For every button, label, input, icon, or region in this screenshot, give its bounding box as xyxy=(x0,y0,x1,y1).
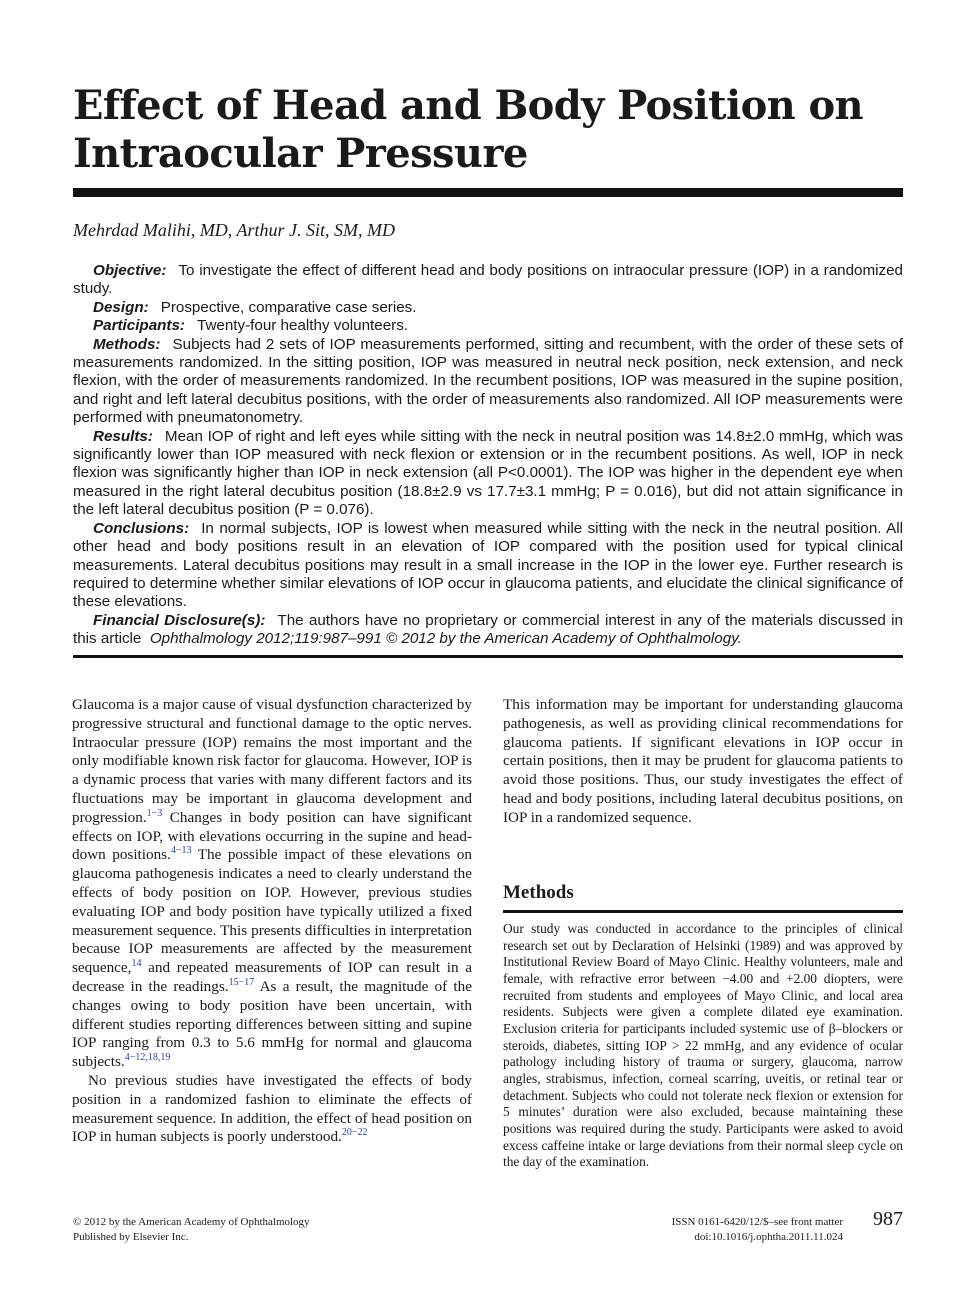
results-label: Results: xyxy=(93,427,153,445)
objective-text: To investigate the effect of different head and body positions on intraocular pressure (IOP) in a randomized study. xyxy=(73,262,903,298)
intro-text: No previous studies have investigated the effects of body position in a randomized fashion to eliminate the effects of measurement sequence. In addition, the effect of head position on IOP in human subjects is poorly understood. xyxy=(72,1071,472,1146)
intro-text: Glaucoma is a major cause of visual dysfunction characterized by progressive structural and functional damage to the optic nerves. Intraocular pressure (IOP) remains the most important and the only modifiable known risk factor for glaucoma. However, IOP is a dynamic process that varies with many different factors and its fluctuations may be important in glaucoma development and progression. xyxy=(72,696,472,826)
design-text: Prospective, comparative case series. xyxy=(160,298,417,316)
intro-text: Changes in body position can have significant effects on IOP, with elevations occurring in the supine and head-down positions. xyxy=(72,808,472,864)
footer-copyright: © 2012 by the American Academy of Ophthalmology xyxy=(73,1216,310,1228)
abstract-design xyxy=(73,299,903,317)
reference-link[interactable]: 4−12,18,19 xyxy=(124,1052,171,1064)
objective-label: Objective: xyxy=(93,262,167,279)
abstract-results xyxy=(73,428,903,520)
intro-column-left xyxy=(72,696,472,1147)
abstract-rule xyxy=(73,655,903,658)
design-label: Design: xyxy=(93,298,149,316)
abstract-conclusions xyxy=(73,520,903,612)
intro-text: The possible impact of these elevations on glaucoma pathogenesis indicates a need to clearly understand the effects of body position on IOP. However, previous studies evaluating IOP and body position have typically utilized a fixed measurement sequence. This presents difficulties in interpretation because IOP measurements are affected by the measurement sequence, xyxy=(72,846,472,977)
methods-body xyxy=(503,921,903,1171)
intro-paragraph-1 xyxy=(72,696,472,1072)
reference-link[interactable]: 15−17 xyxy=(228,976,255,988)
intro-text: As a result, the magnitude of the changes owing to body position have been uncertain, with different studies reporting differences between sitting and supine IOP ranging from 0.3 to 5.6 mmHg for normal and glaucoma subjects. xyxy=(72,977,472,1071)
reference-link[interactable]: 14 xyxy=(131,958,142,970)
footer-right xyxy=(672,1215,843,1245)
reference-link[interactable]: 20−22 xyxy=(341,1127,368,1139)
conclusions-label: Conclusions: xyxy=(93,519,190,537)
article-title: Effect of Head and Body Position on Intraocular Pressure xyxy=(73,82,864,177)
disclosure-label: Financial Disclosure(s): xyxy=(93,611,266,629)
abstract xyxy=(73,262,903,649)
journal-citation: Ophthalmology 2012;119:987–991 © 2012 by the American Academy of Ophthalmology. xyxy=(149,630,742,648)
footer-left xyxy=(73,1215,310,1245)
intro-paragraph-3: This information may be important for understanding glaucoma pathogenesis, as well as providing clinical recommendations for glaucoma patients. If significant elevations in IOP occur in certain positions, then it may be prudent for glaucoma patients to avoid those positions. Thus, our study investigates the effect of head and body positions, including lateral decubitus positions, on IOP in a randomized sequence. xyxy=(503,696,903,826)
abstract-objective xyxy=(73,262,903,299)
disclosure-text: The authors have no proprietary or commercial interest in any of the materials discussed in this article xyxy=(73,611,903,648)
footer-doi[interactable]: doi:10.1016/j.ophtha.2011.11.024 xyxy=(694,1231,843,1243)
reference-link[interactable]: 4−13 xyxy=(170,845,192,857)
footer-publisher: Published by Elsevier Inc. xyxy=(73,1231,189,1243)
intro-paragraph-2 xyxy=(72,1072,472,1147)
intro-text: and repeated measurements of IOP can result in a decrease in the readings. xyxy=(72,959,472,995)
reference-link[interactable]: 1−3 xyxy=(146,807,163,819)
methods-heading: Methods xyxy=(503,882,574,903)
participants-label: Participants: xyxy=(93,317,185,335)
participants-text: Twenty-four healthy volunteers. xyxy=(197,317,409,335)
intro-column-right xyxy=(503,696,903,828)
title-rule xyxy=(73,188,903,197)
results-text: Mean IOP of right and left eyes while sitting with the neck in neutral position was 14.8±2.0 mmHg, which was significantly lower than IOP measured with neck flexion or extension or in the recumbent positions. As well, IOP in neck flexion was significantly higher than IOP in neck extension (all P<0.0001). The IOP was higher in the dependent eye when measured in the right lateral decubitus position (18.8±2.9 vs 17.7±3.1 mmHg; P = 0.016), but did not attain significance in the left lateral decubitus position (P = 0.076). xyxy=(73,427,903,519)
methods-label: Methods: xyxy=(93,335,161,353)
conclusions-text: In normal subjects, IOP is lowest when measured while sitting with the neck in the neutral position. All other head and body positions result in an elevation of IOP compared with the position used for typical clinical measurements. Lateral decubitus positions may result in a small increase in the IOP in the lower eye. Further research is required to determine whether similar elevations of IOP occur in glaucoma patients, and elucidate the clinical significance of these elevations. xyxy=(73,519,903,611)
abstract-methods xyxy=(73,336,903,428)
abstract-participants xyxy=(73,317,903,335)
methods-paragraph: Our study was conducted in accordance to the principles of clinical research set out by Declaration of Helsinki (1989) and was approved by Institutional Review Board of Mayo Clinic. Healthy volunteers, male and female, with refractive error between −4.00 and +2.00 diopters, were recruited from students and employees of Mayo Clinic, and local area residents. Subjects were given a complete dilated eye examination. Exclusion criteria for participants included systemic use of β–blockers or steroids, diabetes, sitting IOP > 22 mmHg, and any evidence of ocular pathology including history of trauma or surgery, glaucoma, narrow angles, strabismus, infection, corneal scarring, uveitis, or retinal tear or detachment. Subjects who could not tolerate neck flexion or extension for 5 minutes’ duration were also excluded, because maintaining these positions was required during the study. Participants were asked to avoid excess caffeine intake or large deviations from their normal sleep cycle on the day of the examination. xyxy=(503,921,903,1170)
author-list: Mehrdad Malihi, MD, Arthur J. Sit, SM, MD xyxy=(73,220,395,240)
page-number: 987 xyxy=(873,1208,903,1230)
footer-issn: ISSN 0161-6420/12/$–see front matter xyxy=(671,1216,843,1228)
abstract-disclosure xyxy=(73,612,903,649)
methods-text: Subjects had 2 sets of IOP measurements performed, sitting and recumbent, with the order of these sets of measurements randomized. In the sitting position, IOP was measured in neutral neck position, neck extension, and neck flexion, with the order of measurements randomized. In the recumbent positions, IOP was measured in the supine position, and right and left lateral decubitus positions, with the order of measurements also randomized. All IOP measurements were performed with pneumatonometry. xyxy=(73,335,903,427)
methods-rule xyxy=(503,910,903,913)
